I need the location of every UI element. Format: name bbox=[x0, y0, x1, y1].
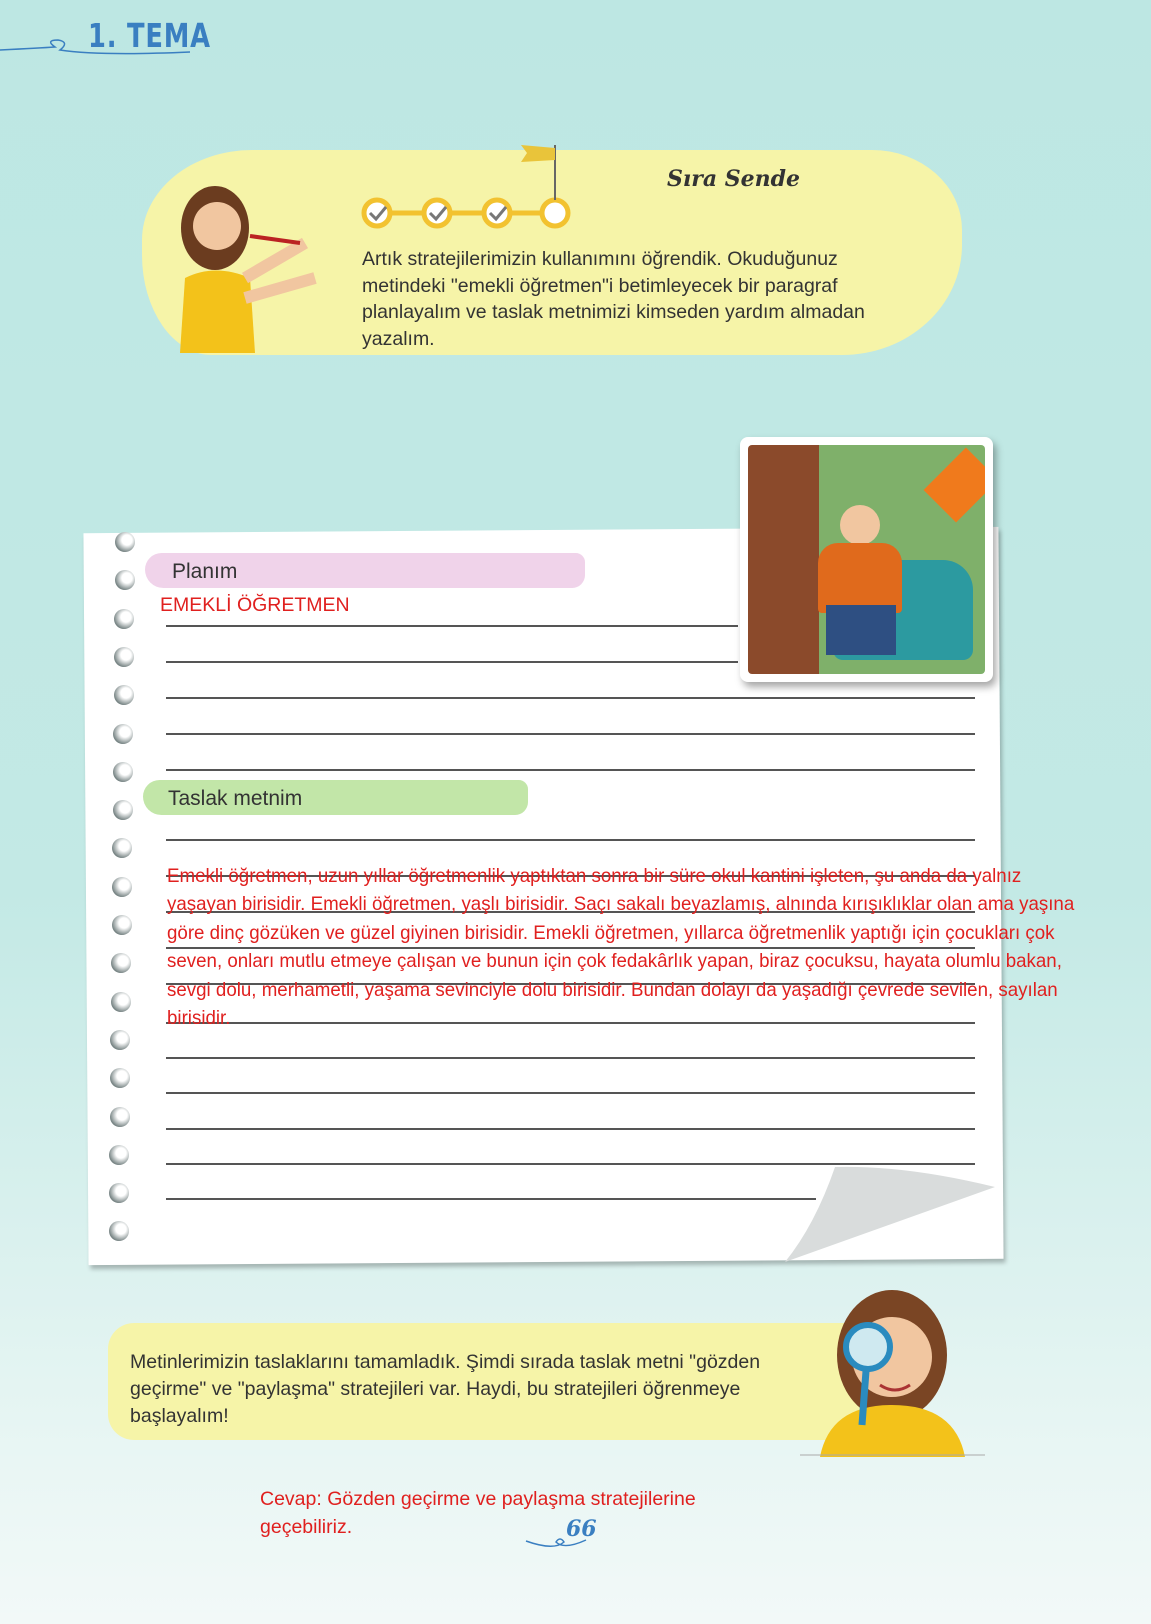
writing-line bbox=[166, 839, 975, 841]
binder-hole bbox=[111, 992, 131, 1012]
binder-hole bbox=[110, 1107, 130, 1127]
swirl-decoration bbox=[0, 30, 200, 60]
binder-hole bbox=[113, 800, 133, 820]
plan-answer: EMEKLİ ÖĞRETMEN bbox=[160, 594, 350, 616]
theme-title: 1. TEMA bbox=[88, 16, 211, 55]
draft-answer: Emekli öğretmen, uzun yıllar öğretmenlik yaptıktan sonra bir süre okul kantini işleten, şu anda da yalnız yaşayan birisidir. Emekli öğretmen, yaşlı birisidir. Saçı sakalı beyazlamış, alnında kırışıklıklar olan ama yaşına göre dinç gözüken ve güzel giyinen birisidir. Emekli öğretmen, yıllarca öğretmenlik yaptığı için çocukları çok seven, onları mutlu etmeye çalışan ve bunun için çok fedakârlık yapan, biraz çocuksu, hayata olumlu bakan, sevgi dolu, merhametli, yaşama sevinciyle dolu birisidir. Bundan dolayı da yaşadığı çevrede sevilen, sayılan birisidir. bbox=[167, 865, 1075, 1030]
plan-banner bbox=[145, 553, 585, 588]
sira-sende-text: Artık stratejilerimizin kullanımını öğrendik. Okuduğunuz metindeki "emekli öğretmen"i betimleyecek bir paragraf planlayalım ve taslak metnimizi kimseden yardım almadan yazalım. bbox=[362, 248, 865, 350]
writing-line bbox=[166, 733, 975, 735]
page-number: 66 bbox=[566, 1516, 597, 1542]
writing-line bbox=[166, 769, 975, 771]
binder-hole bbox=[113, 762, 133, 782]
writing-line bbox=[166, 1128, 975, 1130]
binder-hole bbox=[114, 609, 134, 629]
girl-with-magnifier-illustration bbox=[800, 1285, 985, 1457]
writing-line bbox=[166, 1198, 816, 1200]
binder-hole bbox=[114, 685, 134, 705]
flag-icon bbox=[521, 145, 555, 162]
binder-hole bbox=[114, 647, 134, 667]
answer-text: Cevap: Gözden geçirme ve paylaşma stratejilerine geçebiliriz. bbox=[260, 1488, 696, 1538]
draft-banner bbox=[143, 780, 528, 815]
plan-label: Planım bbox=[172, 560, 238, 583]
retired-teacher-picture bbox=[740, 437, 993, 682]
writing-line bbox=[166, 1092, 975, 1094]
writing-line bbox=[166, 625, 738, 627]
page-curl bbox=[785, 1165, 1000, 1265]
progress-steps bbox=[355, 140, 585, 235]
binder-hole bbox=[109, 1183, 129, 1203]
binder-hole bbox=[112, 877, 132, 897]
info-text: Metinlerimizin taslaklarını tamamladık. Şimdi sırada taslak metni "gözden geçirme" ve "paylaşma" stratejileri var. Haydi, bu stratejileri öğrenmeye başlayalım! bbox=[130, 1351, 761, 1427]
binder-hole bbox=[115, 532, 135, 552]
writing-line bbox=[166, 661, 738, 663]
binder-hole bbox=[115, 570, 135, 590]
binder-hole bbox=[113, 724, 133, 744]
sira-sende-title: Sıra Sende bbox=[667, 166, 801, 192]
writing-line bbox=[166, 697, 975, 699]
binder-hole bbox=[112, 915, 132, 935]
page-number-swirl bbox=[524, 1536, 589, 1556]
writing-line bbox=[166, 1057, 975, 1059]
girl-with-pencil-illustration bbox=[165, 178, 335, 358]
draft-label: Taslak metnim bbox=[168, 787, 303, 810]
binder-hole bbox=[109, 1221, 129, 1241]
